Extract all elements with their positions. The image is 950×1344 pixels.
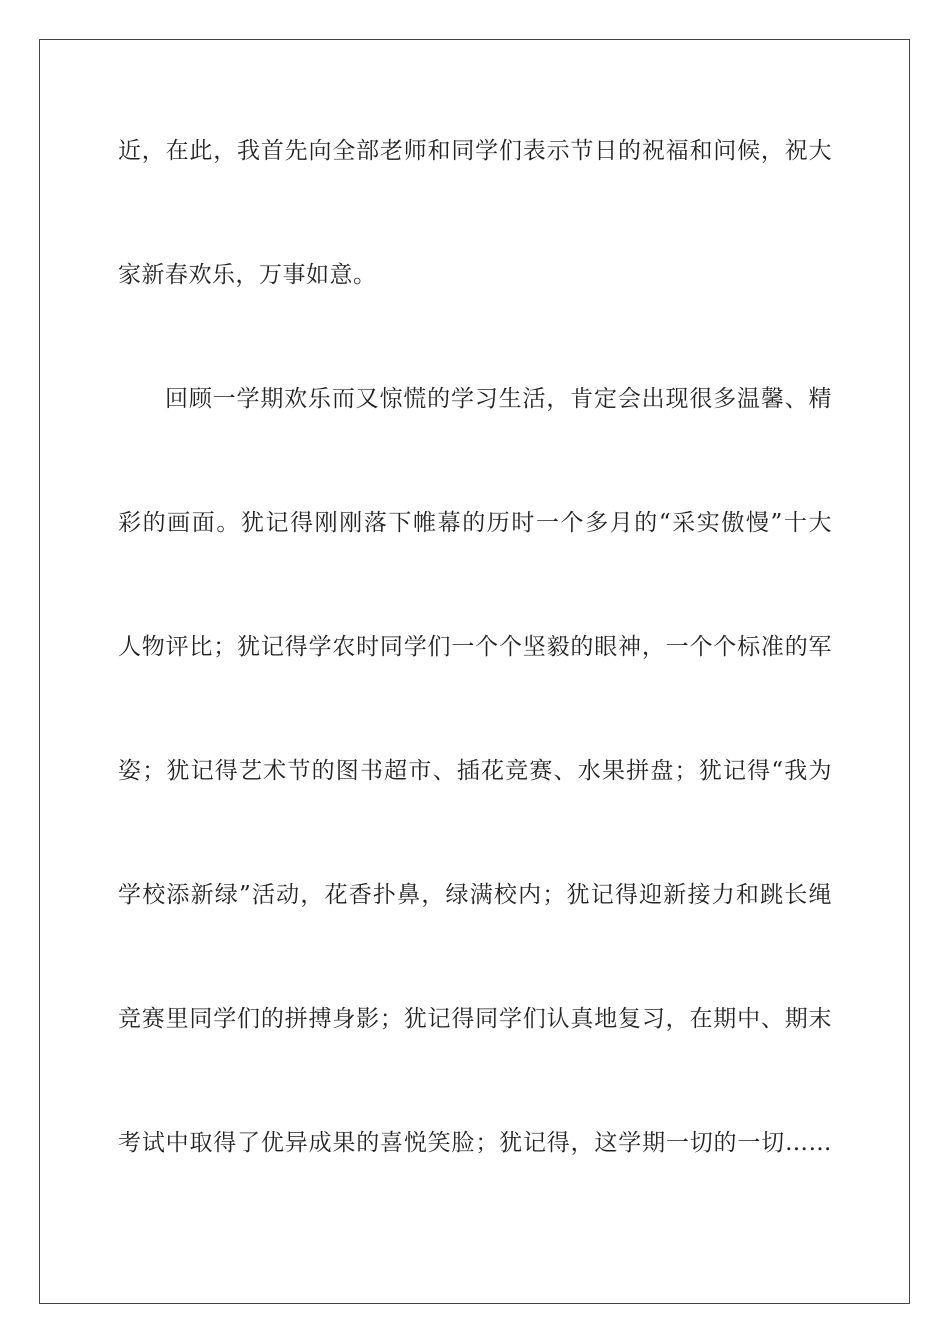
text-line-7: 学校添新绿”活动，花香扑鼻，绿满校内；犹记得迎新接力和跳长绳 xyxy=(118,882,832,908)
page-border xyxy=(39,39,910,1304)
text-line-9: 考试中取得了优异成果的喜悦笑脸；犹记得，这学期一切的一切…… xyxy=(118,1130,832,1156)
text-line-8: 竞赛里同学们的拼搏身影；犹记得同学们认真地复习，在期中、期末 xyxy=(118,1006,832,1032)
text-line-1: 近，在此，我首先向全部老师和同学们表示节日的祝福和问候，祝大 xyxy=(118,138,832,164)
text-line-6: 姿；犹记得艺术节的图书超市、插花竞赛、水果拼盘；犹记得“我为 xyxy=(118,758,832,784)
text-line-2: 家新春欢乐，万事如意。 xyxy=(118,262,377,288)
text-line-3: 回顾一学期欢乐而又惊慌的学习生活，肯定会出现很多温馨、精 xyxy=(165,386,832,412)
text-line-5: 人物评比；犹记得学农时同学们一个个坚毅的眼神，一个个标准的军 xyxy=(118,634,832,660)
text-line-4: 彩的画面。犹记得刚刚落下帷幕的历时一个多月的“采实傲慢”十大 xyxy=(118,510,832,536)
